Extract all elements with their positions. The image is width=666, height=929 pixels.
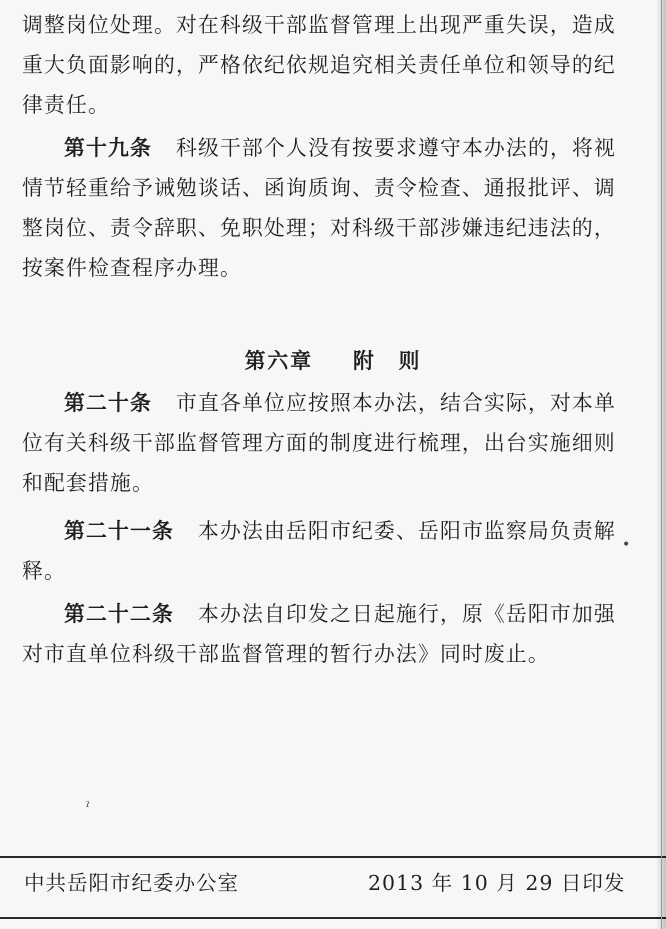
article-21-text: 本办法由岳阳市纪委、岳阳市监察局负责解 bbox=[197, 519, 616, 543]
chapter-heading bbox=[0, 344, 666, 374]
article-20-first-line bbox=[64, 388, 624, 418]
paragraph-line: 和配套措施。 bbox=[22, 471, 154, 495]
footer-top-rule bbox=[0, 856, 666, 858]
scan-speck: • bbox=[622, 537, 631, 553]
paragraph-line: 整岗位、责令辞职、免职处理；对科级干部涉嫌违纪违法的， bbox=[22, 216, 616, 240]
article-22-label: 第二十二条 bbox=[64, 601, 174, 626]
paragraph-line: 情节轻重给予诫勉谈话、函询质询、责令检查、通报批评、调 bbox=[22, 176, 616, 200]
paragraph-line: 按案件检查程序办理。 bbox=[22, 256, 242, 280]
footer-bottom-rule bbox=[0, 917, 666, 919]
paragraph-line: 位有关科级干部监督管理方面的制度进行梳理，出台实施细则 bbox=[22, 431, 616, 455]
article-19-label: 第十九条 bbox=[64, 135, 152, 160]
article-20-text: 市直各单位应按照本办法，结合实际，对本单 bbox=[176, 391, 616, 415]
article-20-label: 第二十条 bbox=[64, 390, 152, 415]
scan-speck: ˀ bbox=[86, 800, 90, 816]
article-22-text: 本办法自印发之日起施行，原《岳阳市加强 bbox=[197, 602, 616, 626]
paragraph-line: 释。 bbox=[22, 559, 66, 583]
footer-issuer: 中共岳阳市纪委办公室 bbox=[24, 871, 239, 895]
article-22-first-line bbox=[64, 599, 624, 629]
paragraph-line: 重大负面影响的，严格依纪依规追究相关责任单位和领导的纪 bbox=[22, 53, 616, 77]
paragraph-line: 律责任。 bbox=[22, 93, 110, 117]
paragraph-line: 调整岗位处理。对在科级干部监督管理上出现严重失误，造成 bbox=[22, 13, 616, 37]
paragraph-line: 对市直单位科级干部监督管理的暂行办法》同时废止。 bbox=[22, 642, 550, 666]
chapter-number: 第六章 bbox=[244, 348, 313, 373]
scan-edge-line bbox=[661, 0, 662, 929]
article-19-text: 科级干部个人没有按要求遵守本办法的，将视 bbox=[176, 136, 616, 160]
article-19-first-line bbox=[64, 133, 624, 163]
footer-date: 2013 年 10 月 29 日印发 bbox=[368, 871, 626, 895]
chapter-title: 附 则 bbox=[353, 348, 422, 373]
article-21-first-line bbox=[64, 516, 624, 546]
article-21-label: 第二十一条 bbox=[64, 518, 174, 543]
